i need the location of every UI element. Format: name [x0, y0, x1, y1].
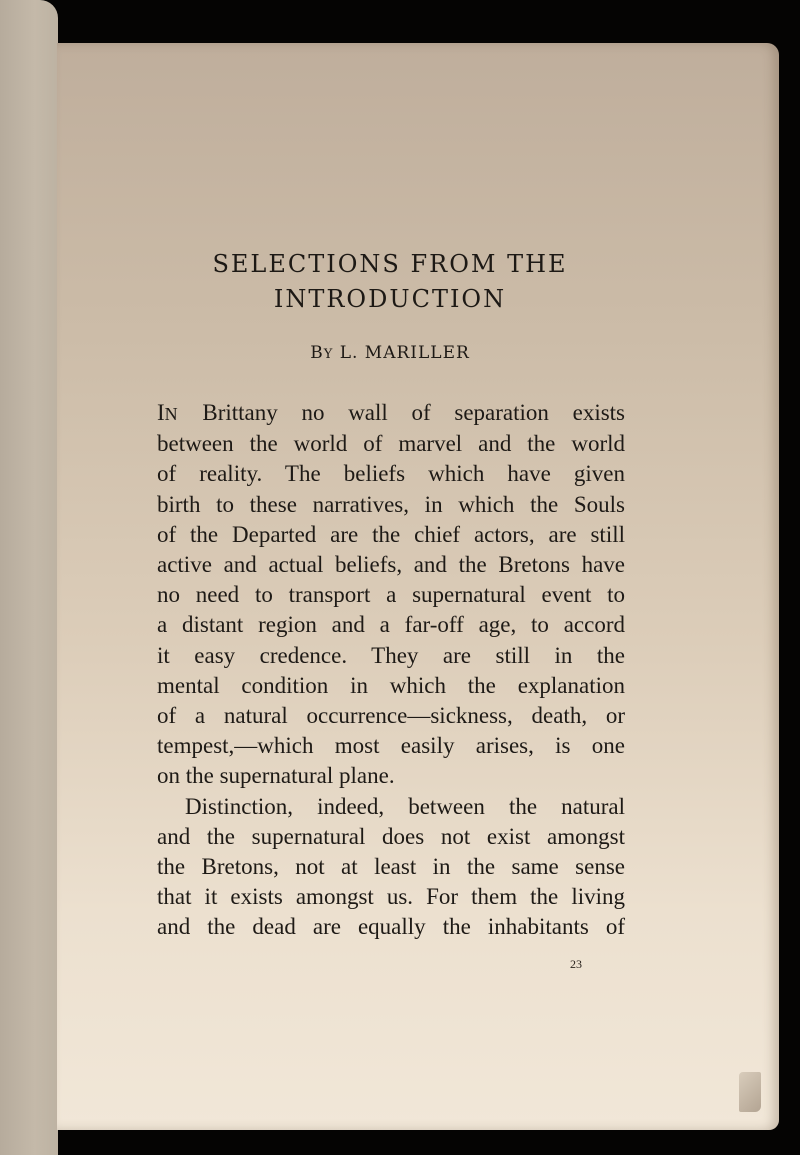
text-line: on the supernatural plane.	[157, 763, 395, 789]
text-line: that it exists amongst us. For them the living	[157, 884, 625, 910]
text-line: of the Departed are the chief actors, are still	[157, 521, 625, 547]
text-line: no need to transport a supernatural event to	[157, 582, 625, 608]
facing-page-edge	[0, 0, 58, 1155]
text-line: it easy credence. They are still in the	[157, 642, 625, 668]
text-line: birth to these narratives, in which the Souls	[157, 491, 625, 517]
chapter-title-line-2: INTRODUCTION	[273, 285, 507, 313]
text-line: mental condition in which the explanation	[157, 672, 625, 698]
text-line: tempest,—which most easily arises, is one	[157, 733, 625, 759]
text-line: the Bretons, not at least in the same sense	[157, 854, 625, 880]
text-line: of a natural occurrence—sickness, death, or	[157, 703, 625, 729]
author-byline	[0, 343, 780, 363]
page-number: 23	[570, 957, 582, 971]
chapter-title-line-1: SELECTIONS FROM THE	[212, 250, 568, 278]
text-line: and the supernatural does not exist amongst	[157, 823, 625, 849]
text-line: Distinction, indeed, between the natural	[185, 793, 625, 819]
byline-prefix-rest: Y	[323, 347, 334, 362]
text-line: a distant region and a far-off age, to accord	[157, 612, 625, 638]
text-line: IN Brittany no wall of separation exists	[157, 400, 625, 425]
text-line: active and actual beliefs, and the Bretons have	[157, 552, 625, 578]
byline-prefix-initial: B	[310, 343, 324, 363]
text-line: of reality. The beliefs which have given	[157, 461, 625, 487]
lead-smallcaps: N	[164, 404, 179, 424]
drop-initial: I	[157, 400, 165, 425]
body-text	[157, 398, 625, 943]
text-line: and the dead are equally the inhabitants of	[157, 914, 625, 940]
byline-author-name: L. MARILLER	[339, 343, 470, 363]
text-line: between the world of marvel and the world	[157, 431, 625, 457]
